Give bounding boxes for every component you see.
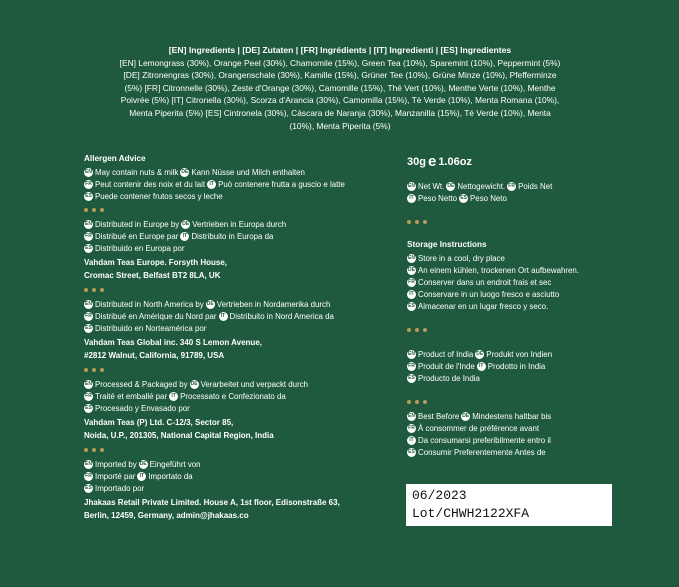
weight-de: Nettogewicht. [457, 181, 506, 191]
lang-de-icon: DE [462, 413, 470, 419]
allergen-it: Può contenere frutta a guscio e latte [218, 179, 345, 189]
america-address [84, 336, 384, 362]
lang-fr-icon: FR [508, 183, 515, 189]
allergen-de: Kann Nüsse und Milch enthalten [191, 167, 305, 177]
europe-it: Distribuito in Europa da [191, 231, 274, 241]
separator-dots [407, 396, 607, 408]
separator-dots [407, 324, 607, 336]
lang-it-icon: IT [407, 436, 416, 445]
address-line: Noida, U.P., 201305, National Capital Region, India [84, 431, 274, 440]
america-en-de [84, 298, 384, 310]
lang-es-icon: ES [408, 375, 415, 381]
weight-en: Net Wt. [418, 181, 445, 191]
lang-es-icon: ES [85, 485, 92, 491]
lang-en-icon: EN [85, 221, 92, 227]
address-line: #2812 Walnut, California, 91789, USA [84, 351, 225, 360]
lang-en-icon: EN [85, 169, 92, 175]
america-de: Vertrieben in Nordamerika durch [216, 299, 331, 309]
lang-fr-icon: FR [85, 313, 92, 319]
processed-de: Verarbeitet und verpackt durch [200, 379, 309, 389]
imported-en-de [84, 458, 384, 470]
lang-de-icon: DE [190, 381, 198, 387]
europe-en: Distributed in Europe by [95, 219, 180, 229]
lang-de-icon: DE [182, 221, 190, 227]
storage-en-line [407, 252, 607, 264]
lang-fr-icon: FR [408, 363, 415, 369]
allergen-fr: Peut contenir des noix et du lait [95, 179, 206, 189]
best-before-en-de [407, 410, 607, 422]
separator-dots [84, 364, 384, 376]
lang-fr-icon: FR [85, 181, 92, 187]
lang-de-icon: DE [476, 351, 484, 357]
imported-fr: Importé par [95, 471, 136, 481]
weight-oz: 1.06oz [438, 156, 472, 168]
europe-es-line [84, 242, 384, 254]
origin-es-line [407, 372, 607, 384]
lang-es-icon: ES [85, 245, 92, 251]
best-before-en: Best Before [418, 411, 460, 421]
storage-de-line [407, 264, 607, 276]
processed-es-line [84, 402, 384, 414]
storage-it-line [407, 288, 607, 300]
best-before-fr-line [407, 422, 607, 434]
lang-fr-icon: FR [408, 425, 415, 431]
lang-it-icon: IT [219, 312, 228, 321]
allergen-es: Puede contener frutos secos y leche [95, 191, 223, 201]
separator-dots [407, 216, 607, 228]
europe-de: Vertrieben in Europa durch [192, 219, 287, 229]
allergen-en-de [84, 166, 384, 178]
allergen-en: May contain nuts & milk [95, 167, 179, 177]
lang-es-icon: ES [85, 193, 92, 199]
storage-de: An einem kühlen, trockenen Ort aufbewahren. [418, 265, 579, 275]
europe-fr: Distribué en Europe par [95, 231, 179, 241]
lang-fr-icon: FR [408, 279, 415, 285]
lang-es-icon: ES [408, 449, 415, 455]
america-fr: Distribué en Amérique du Nord par [95, 311, 217, 321]
best-before-es-line [407, 446, 607, 458]
storage-es: Almacenar en un lugar fresco y seco. [418, 301, 549, 311]
imported-es-line [84, 482, 384, 494]
storage-it: Conservare in un luogo fresco e asciutto [418, 289, 560, 299]
lang-en-icon: EN [408, 413, 415, 419]
lang-en-icon: EN [85, 381, 92, 387]
batch-lot: Lot/CHWH2122XFA [412, 506, 530, 521]
lang-it-icon: IT [207, 180, 216, 189]
allergen-heading: Allergen Advice [84, 154, 146, 163]
storage-fr: Conserver dans un endroit frais et sec [418, 277, 552, 287]
lang-de-icon: DE [206, 301, 214, 307]
imported-es: Importado por [95, 483, 145, 493]
address-line: Vahdam Teas Europe. Forsyth House, [84, 258, 227, 267]
processed-es: Procesado y Envasado por [95, 403, 190, 413]
lang-it-icon: IT [407, 290, 416, 299]
europe-es: Distribuido en Europa por [95, 243, 185, 253]
origin-it: Prodotto in India [487, 361, 546, 371]
ingredients-line: (10%), Menta Piperita (5%) [289, 120, 391, 131]
ingredients-heading: [EN] Ingredients | [DE] Zutaten | [FR] Ingrédients | [IT] Ingredienti | [ES] Ingredientes [168, 45, 512, 55]
address-line: Vahdam Teas Global inc. 340 S Lemon Avenue, [84, 338, 262, 347]
processed-fr: Traité et emballé par [95, 391, 168, 401]
origin-fr: Produit de l'Inde [418, 361, 475, 371]
address-line: Cromac Street, Belfast BT2 8LA, UK [84, 271, 221, 280]
best-before-it: Da consumarsi preferibilmente entro il [418, 435, 551, 445]
lang-fr-icon: FR [85, 233, 92, 239]
lang-en-icon: EN [408, 183, 415, 189]
lang-es-icon: ES [85, 405, 92, 411]
imported-fr-it [84, 470, 384, 482]
ingredients-line: Menta Piperita (5%) [ES] Cintronela (30%), Cáscara de Naranja (30%), Manzanilla (15%), Té Verde (10%), Menta [129, 107, 551, 118]
net-weight [407, 154, 607, 170]
separator-dots [84, 204, 384, 216]
lang-en-icon: EN [408, 255, 415, 261]
origin-fr-it [407, 360, 607, 372]
best-before-it-line [407, 434, 607, 446]
separator-dots [84, 284, 384, 296]
lang-en-icon: EN [408, 351, 415, 357]
processed-it: Processato e Confezionato da [180, 391, 286, 401]
lang-de-icon: DE [181, 169, 189, 175]
storage-es-line [407, 300, 607, 312]
lang-de-icon: DE [139, 461, 147, 467]
lang-it-icon: IT [407, 194, 416, 203]
america-fr-it [84, 310, 384, 322]
lang-es-icon: ES [408, 303, 415, 309]
weight-en-de-fr [407, 180, 607, 192]
europe-address [84, 256, 384, 282]
weight-grams: 30g [407, 156, 426, 168]
ingredients-line: (5%) [FR] Citronnelle (30%), Zeste d'Orange (30%), Camomille (15%), Thé Vert (10%), Menthe Verte (10%), Menthe [124, 82, 556, 93]
left-column [84, 154, 384, 522]
imported-address [84, 496, 384, 522]
batch-info-box [406, 484, 612, 526]
address-line: Vahdam Teas (P) Ltd. C-12/3, Sector 85, [84, 418, 234, 427]
lang-it-icon: IT [137, 472, 146, 481]
america-it: Distribuito in Nord America da [229, 311, 334, 321]
processed-en: Processed & Packaged by [95, 379, 188, 389]
ingredients-line: Poivrée (5%) [IT] Citronella (30%), Scorza d'Arancia (30%), Camomilla (15%), Tè Verde (10%), Menta Romana (10%), [120, 95, 560, 106]
lang-it-icon: IT [477, 362, 486, 371]
batch-date: 06/2023 [412, 488, 467, 503]
separator-dots [84, 444, 384, 456]
lang-fr-icon: FR [85, 393, 92, 399]
weight-fr: Poids Net [518, 181, 553, 191]
best-before-de: Mindestens haltbar bis [472, 411, 552, 421]
processed-fr-it [84, 390, 384, 402]
lang-fr-icon: FR [85, 473, 92, 479]
storage-heading: Storage Instructions [407, 240, 487, 249]
address-line: Jhakaas Retail Private Limited. House A, 1st floor, Edisonstraße 63, [84, 498, 340, 507]
lang-es-icon: ES [85, 325, 92, 331]
storage-en: Store in a cool, dry place [418, 253, 505, 263]
europe-en-de [84, 218, 384, 230]
allergen-fr-it [84, 178, 384, 190]
weight-it: Peso Netto [418, 193, 458, 203]
allergen-es-line [84, 190, 384, 202]
address-line: Berlin, 12459, Germany, admin@jhakaas.co [84, 511, 249, 520]
ingredients-line: [DE] Zitronengras (30%), Orangenschale (30%), Kamille (15%), Grüner Tee (10%), Grüne Minze (10%), Pfefferminze [123, 70, 557, 81]
estimated-sign-icon: e [427, 153, 437, 170]
america-en: Distributed in North America by [95, 299, 204, 309]
lang-en-icon: EN [85, 461, 92, 467]
storage-fr-line [407, 276, 607, 288]
lang-en-icon: EN [85, 301, 92, 307]
imported-de: Eingeführt von [149, 459, 201, 469]
weight-es: Peso Neto [470, 193, 507, 203]
origin-en: Product of India [418, 349, 474, 359]
right-column [407, 154, 607, 458]
lang-it-icon: IT [169, 392, 178, 401]
america-es-line [84, 322, 384, 334]
lang-de-icon: DE [447, 183, 455, 189]
imported-it: Importato da [148, 471, 193, 481]
ingredients-block [60, 44, 620, 132]
ingredients-line: [EN] Lemongrass (30%), Orange Peel (30%), Chamomile (15%), Green Tea (10%), Sparemint (10%), Peppermint (5%) [119, 57, 561, 68]
europe-fr-it [84, 230, 384, 242]
lang-es-icon: ES [460, 195, 467, 201]
weight-it-es [407, 192, 607, 204]
best-before-fr: À consommer de préférence avant [418, 423, 540, 433]
america-es: Distribuido en Norteamérica por [95, 323, 207, 333]
lang-de-icon: DE [408, 267, 415, 273]
best-before-es: Consumir Preferentemente Antes de [418, 447, 546, 457]
processed-address [84, 416, 384, 442]
lang-it-icon: IT [180, 232, 189, 241]
origin-de: Produkt von Indien [486, 349, 553, 359]
processed-en-de [84, 378, 384, 390]
origin-es: Producto de India [418, 373, 480, 383]
imported-en: Imported by [95, 459, 137, 469]
origin-en-de [407, 348, 607, 360]
